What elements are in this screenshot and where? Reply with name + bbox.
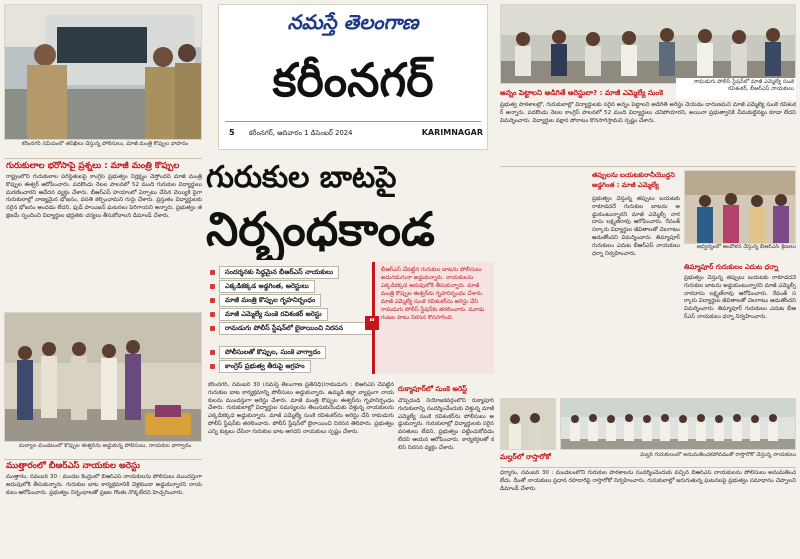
bullet-text: ఎక్కడికక్కడ అడ్డగింత, అరెస్టులు — [219, 280, 315, 293]
police-station-protest-photo — [500, 4, 796, 84]
bullet-icon — [210, 364, 215, 369]
divider — [4, 459, 202, 460]
bullet-item — [210, 322, 381, 335]
rasta-roko-photo — [560, 398, 796, 450]
right-col-body-2: ప్రభుత్వం చేస్తున్న తప్పులు బయటకు రాకూడదనే గురుకుల బాటను అడ్డుకుంటున్నారని మాజీ ఎమ్మెల్సీ నారదాసు లక్ష్మణ్‌రావు ఆరోపించారు. రేవంత్ సర్కారు విద్యార్థుల జీవితాలతో చెలగాటం ఆడుతోందని విమర్శించారు. తిమ్మాపూర్ గురుకులం ఎదుట బీఆర్ఎస్ నాయకులు ధర్నా నిర్వహించారు. — [684, 275, 796, 320]
bottom-left-headline: ముత్తారంలో బీఆర్ఎస్ నాయకుల అరెస్టు — [6, 461, 140, 471]
bottom-left-caption: మల్యాల మండలంలో కొప్పుల ఈశ్వర్‌ను అడ్డుకున్న పోలీసులు, నాయకుల వాగ్వాదం — [18, 443, 192, 449]
top-right-caption: రామడుగు పోలీస్ స్టేషన్‌లో మాజీ ఎమ్మెల్యే సుంకె రవిశంకర్, బీఆర్ఎస్ నాయకులు — [676, 78, 796, 100]
bullet-text: పోలీసులతో కొప్పుల, సుంకె వాగ్వాదం — [219, 346, 326, 359]
bullet-icon — [210, 350, 215, 355]
bullet-item — [210, 294, 321, 307]
bullet-icon — [210, 298, 215, 303]
bullet-text: కాంగ్రెస్ ప్రభుత్వ తీరుపై ఆగ్రహం — [219, 360, 311, 373]
masthead-brand: నమస్తే తెలంగాణ — [287, 10, 419, 34]
bullet-icon — [210, 270, 215, 275]
bullet-item — [210, 308, 328, 321]
main-body: కరీంనగర్, నవంబర్ 30 (నమస్తే తెలంగాణ ప్రతినిధి)/రామడుగు : బీఆర్ఎస్ చేపట్టిన గురుకుల బాట కార్యక్రమాన్ని పోలీసులు అడ్డుకున్నారు. ఉమ్మడి జిల్లా వ్యాప్తంగా నాయకులను ముందస్తుగా అరెస్టు చేశారు. మాజీ మంత్రి కొప్పుల ఈశ్వర్‌ను గృహనిర్బంధం చేశారు. గురుకులాల్లో విద్యార్థుల సమస్యలను తెలుసుకునేందుకు వెళ్తున్న నాయకులను ఎక్కడికక్కడ అడ్డుకున్నారు. మాజీ ఎమ్మెల్యే సుంకె రవిశంకర్‌ను అరెస్టు చేసి రామడుగు పోలీస్ స్టేషన్‌కు తరలించారు. పోలీస్ స్టేషన్‌లో బైఠాయించి నిరసన తెలిపారు. ప్రభుత్వం ఎన్ని కుట్రలు చేసినా గురుకుల బాట ఆగదని నాయకులు స్పష్టం చేశారు. — [208, 382, 394, 435]
right-col-body: ప్రభుత్వం చేస్తున్న తప్పులు బయటకు రాకూడదనే గురుకుల బాటను అడ్డుకుంటున్నారని మాజీ ఎమ్మెల్సీ నారదాసు లక్ష్మణ్‌రావు ఆరోపించారు. రేవంత్ సర్కారు విద్యార్థుల జీవితాలతో చెలగాటం ఆడుతోందని విమర్శించారు. తిమ్మాపూర్ గురుకులం ఎదుట బీఆర్ఎస్ నాయకులు ధర్నా నిర్వహించారు. — [592, 196, 680, 257]
bullet-item — [210, 346, 326, 359]
group-protest-photo — [500, 398, 556, 450]
divider — [500, 467, 796, 468]
divider — [4, 158, 202, 159]
bullet-item — [210, 360, 311, 373]
bullet-text: మాజీ మంత్రి కొప్పుల గృహనిర్బంధం — [219, 294, 321, 307]
bullet-list — [210, 266, 380, 378]
bullet-icon — [210, 284, 215, 289]
top-left-body: రాష్ట్రంలోని గురుకులాల పరిస్థితులపై కాంగ్రెస్ ప్రభుత్వం నిర్లక్ష్యం చేస్తోందని మాజీ మంత్రి కొప్పుల ఈశ్వర్ ఆరోపించారు. పదకొండు నెలల పాలనలో 52 మంది గురుకుల విద్యార్థులు మరణించారని ఆవేదన వ్యక్తం చేశారు. బీఆర్ఎస్ హయాంలో ఏర్పాటు చేసిన వెయ్యికి పైగా గురుకులాల్లో నాణ్యమైన భోజనం, వసతి కల్పించామని గుర్తు చేశారు. ప్రస్తుతం విద్యార్థులకు సరైన భోజనం అందడం లేదని, ఫుడ్ పాయిజన్ ఘటనలు పెరిగాయని అన్నారు. ప్రభుత్వం తక్షణమే స్పందించి విద్యార్థుల భద్రతకు చర్యలు తీసుకోవాలని డిమాండ్ చేశారు. — [6, 174, 202, 219]
bullet-item — [210, 280, 315, 293]
top-right-body: ప్రభుత్వ పాఠశాలల్లో, గురుకులాల్లో విద్యార్థులకు సరైన అన్నం పెట్టాలని అడిగితే అరెస్టు చేయడం దారుణమని మాజీ ఎమ్మెల్యే సుంకె రవిశంకర్ అన్నారు. పదకొండు నెలల కాంగ్రెస్ పాలనలో 52 మంది విద్యార్థులు చనిపోయారని, అయినా ప్రభుత్వానికి చీమకుట్టినట్టు కూడా లేదని విమర్శించారు. విద్యార్థుల పక్షాన పోరాటం కొనసాగిస్తామని స్పష్టం చేశారు. — [500, 102, 796, 124]
leaders-visit-photo — [4, 312, 202, 442]
masthead-page-no: 5 — [229, 128, 235, 137]
police-checking-photo — [4, 4, 202, 140]
top-left-headline: గురుకులాల భరోసాపై ప్రశ్నలు : మాజీ మంత్రి కొప్పుల — [6, 161, 180, 171]
middle-col-body: చొప్పదండి నియోజకవర్గంలోని రుక్మాపూర్ గురుకులాన్ని సందర్శించేందుకు వెళ్తున్న మాజీ ఎమ్మెల్యే సుంకె రవిశంకర్‌ను పోలీసులు అడ్డుకున్నారు. గురుకులాల్లో విద్యార్థులకు సరైన వసతులు లేవని, ప్రభుత్వం పట్టించుకోవడం లేదని ఆయన ఆరోపించారు. కార్యకర్తలతో కలిసి నిరసన వ్యక్తం చేశారు. — [398, 398, 494, 451]
bullet-item — [210, 266, 339, 279]
quote-mark-icon: “ — [365, 316, 379, 330]
bottom-right-body: ధర్మారం, నవంబర్ 30 : మండలంలోని గురుకుల పాఠశాలను సందర్శించేందుకు వచ్చిన బీఆర్ఎస్ నాయకులను పోలీసులు అనుమతించలేదు. దీంతో నాయకులు ప్రధాన రహదారిపై రాస్తారోకో నిర్వహించారు. గురుకులాల్లో జరుగుతున్న ఘటనలపై ప్రభుత్వం సమాధానం చెప్పాలని డిమాండ్ చేశారు. — [500, 470, 796, 492]
masthead — [218, 4, 488, 150]
divider — [500, 166, 796, 167]
bottom-right-caption: మల్హర్ గురుకులంలో అనుమతించకపోవడంతో రాస్తారోకో చేస్తున్న నాయకులు — [640, 452, 796, 458]
bullet-icon — [210, 326, 215, 331]
middle-col-headline: రుక్మాపూర్‌లో సుంకె అరెస్ట్ — [398, 385, 468, 393]
bullet-text: సందర్శనకు సిద్ధమైన బీఆర్ఎస్ నాయకులు — [219, 266, 339, 279]
right-col-headline: తప్పులను బయటకురానీయొద్దని అడ్డగింత : మాజీ ఎమ్మెల్యే — [592, 171, 675, 189]
bullet-icon — [210, 312, 215, 317]
top-left-caption: కరీంనగర్ సమీపంలో తనిఖీలు చేస్తున్న పోలీసులు, మాజీ మంత్రి కొప్పుల వాహనం — [21, 141, 189, 147]
bottom-right-headline: మల్హర్‌లో రాస్తారోకో — [500, 453, 551, 461]
bullet-text: రామడుగు పోలీస్ స్టేషన్‌లో బైఠాయించి నిరసన — [219, 322, 381, 335]
masthead-date-line: కరీంనగర్, ఆదివారం 1 డిసెంబర్ 2024 — [249, 129, 353, 137]
quote-box — [368, 262, 494, 374]
main-headline-line-1: గురుకుల బాటపై — [206, 160, 397, 195]
top-right-headline: అన్నం పెట్టాలని అడిగితే అరెస్టులా? : మాజీ ఎమ్మెల్యే సుంకె — [500, 88, 663, 97]
bullet-text: మాజీ ఎమ్మెల్యే సుంకె రవిశంకర్ అరెస్టు — [219, 308, 328, 321]
timmapur-protest-photo — [684, 170, 796, 244]
main-headline-line-2: నిర్బంధకాండ — [206, 202, 435, 256]
masthead-rule — [225, 121, 481, 122]
masthead-edition: కరీంనగర్ — [272, 53, 434, 107]
bottom-left-body: ముత్తారం, నవంబర్ 30 : మండల కేంద్రంలో బీఆర్ఎస్ నాయకులను పోలీసులు ముందస్తుగా అదుపులోకి తీసుకున్నారు. గురుకుల బాట కార్యక్రమానికి వెళ్లకుండా అడ్డుకున్నారని నాయకులు ఆరోపించారు. ప్రభుత్వం నిర్బంధాలతో ప్రజల గొంతు నొక్కలేదని హెచ్చరించారు. — [6, 474, 202, 496]
right-col-headline-2: తిమ్మాపూర్ గురుకులం ఎదుట ధర్నా — [684, 263, 779, 271]
right-col-caption: ఆధ్వర్యంలో ఆందోళన చేస్తున్న బీఆర్ఎస్ శ్రేణులు — [696, 244, 796, 250]
masthead-edition-en: KARIMNAGAR — [421, 128, 483, 137]
quote-text: బీఆర్ఎస్ చేపట్టిన గురుకుల బాటను పోలీసులు అడుగడుగునా అడ్డుకున్నారు. నాయకులను ఎక్కడికక్కడ అదుపులోకి తీసుకున్నారు. మాజీ మంత్రి కొప్పుల ఈశ్వర్‌ను గృహనిర్బంధం చేశారు. మాజీ ఎమ్మెల్యే సుంకె రవిశంకర్‌ను అరెస్టు చేసి రామడుగు పోలీస్ స్టేషన్‌కు తరలించారు. మూడు గంటల పాటు నిరసన కొనసాగింది. — [381, 267, 485, 321]
